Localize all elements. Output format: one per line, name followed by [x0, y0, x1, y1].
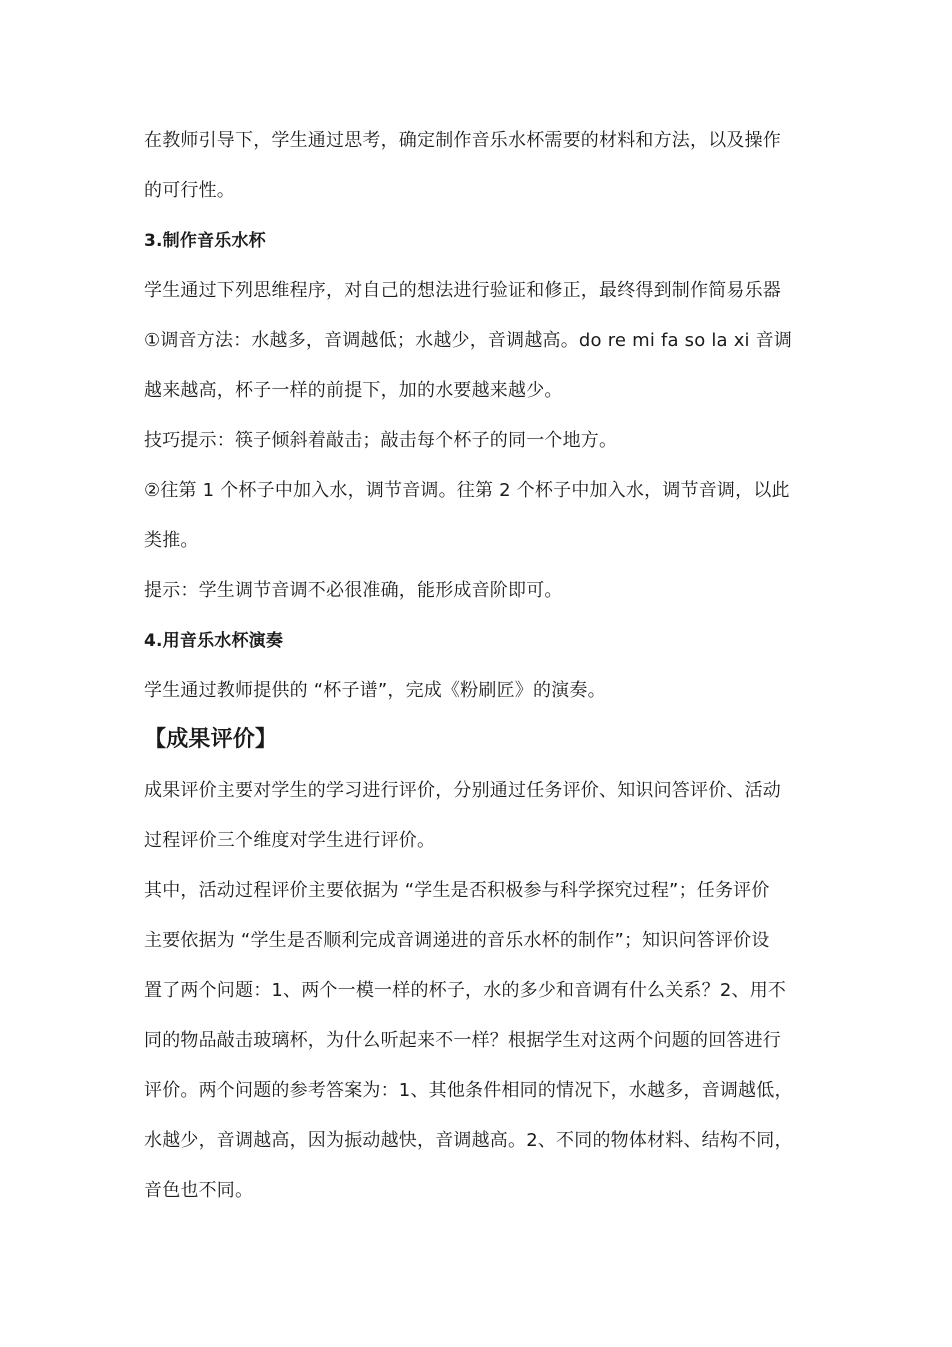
paragraph-line: 越来越高，杯子一样的前提下，加的水要越来越少。	[144, 380, 563, 401]
paragraph-line: 水越少，音调越高，因为振动越快，音调越高。2、不同的物体材料、结构不同，	[144, 1130, 793, 1151]
paragraph-line: 同的物品敲击玻璃杯，为什么听起来不一样？根据学生对这两个问题的回答进行	[144, 1030, 781, 1051]
section-title: 【成果评价】	[144, 727, 278, 752]
paragraph-line: 在教师引导下，学生通过思考，确定制作音乐水杯需要的材料和方法，以及操作	[144, 130, 781, 151]
paragraph-line: 类推。	[144, 530, 199, 551]
paragraph-line: 音色也不同。	[144, 1180, 254, 1201]
paragraph-line: 学生通过下列思维程序，对自己的想法进行验证和修正，最终得到制作简易乐器	[144, 280, 781, 301]
paragraph-line: ①调音方法：水越多，音调越低；水越少，音调越高。do re mi fa so la xi 音调	[144, 330, 793, 351]
paragraph-line: 学生通过教师提供的 “杯子谱”，完成《粉刷匠》的演奏。	[144, 680, 606, 701]
paragraph-line: 过程评价三个维度对学生进行评价。	[144, 830, 436, 851]
paragraph-line: 置了两个问题：1、两个一模一样的杯子，水的多少和音调有什么关系？2、用不	[144, 980, 787, 1001]
paragraph-line: 提示：学生调节音调不必很准确，能形成音阶即可。	[144, 580, 563, 601]
paragraph-line: ②往第 1 个杯子中加入水，调节音调。往第 2 个杯子中加入水，调节音调，以此	[144, 480, 790, 501]
paragraph-line: 成果评价主要对学生的学习进行评价，分别通过任务评价、知识问答评价、活动	[144, 780, 781, 801]
paragraph-line: 技巧提示：筷子倾斜着敲击；敲击每个杯子的同一个地方。	[144, 430, 618, 451]
paragraph-line: 其中，活动过程评价主要依据为 “学生是否积极参与科学探究过程”；任务评价	[144, 880, 770, 901]
paragraph-line: 评价。两个问题的参考答案为：1、其他条件相同的情况下，水越多，音调越低，	[144, 1080, 793, 1101]
paragraph-line: 的可行性。	[144, 180, 235, 201]
paragraph-line: 主要依据为 “学生是否顺利完成音调递进的音乐水杯的制作”；知识问答评价设	[144, 930, 770, 951]
section-heading: 3.制作音乐水杯	[144, 231, 266, 251]
section-heading: 4.用音乐水杯演奏	[144, 631, 284, 651]
